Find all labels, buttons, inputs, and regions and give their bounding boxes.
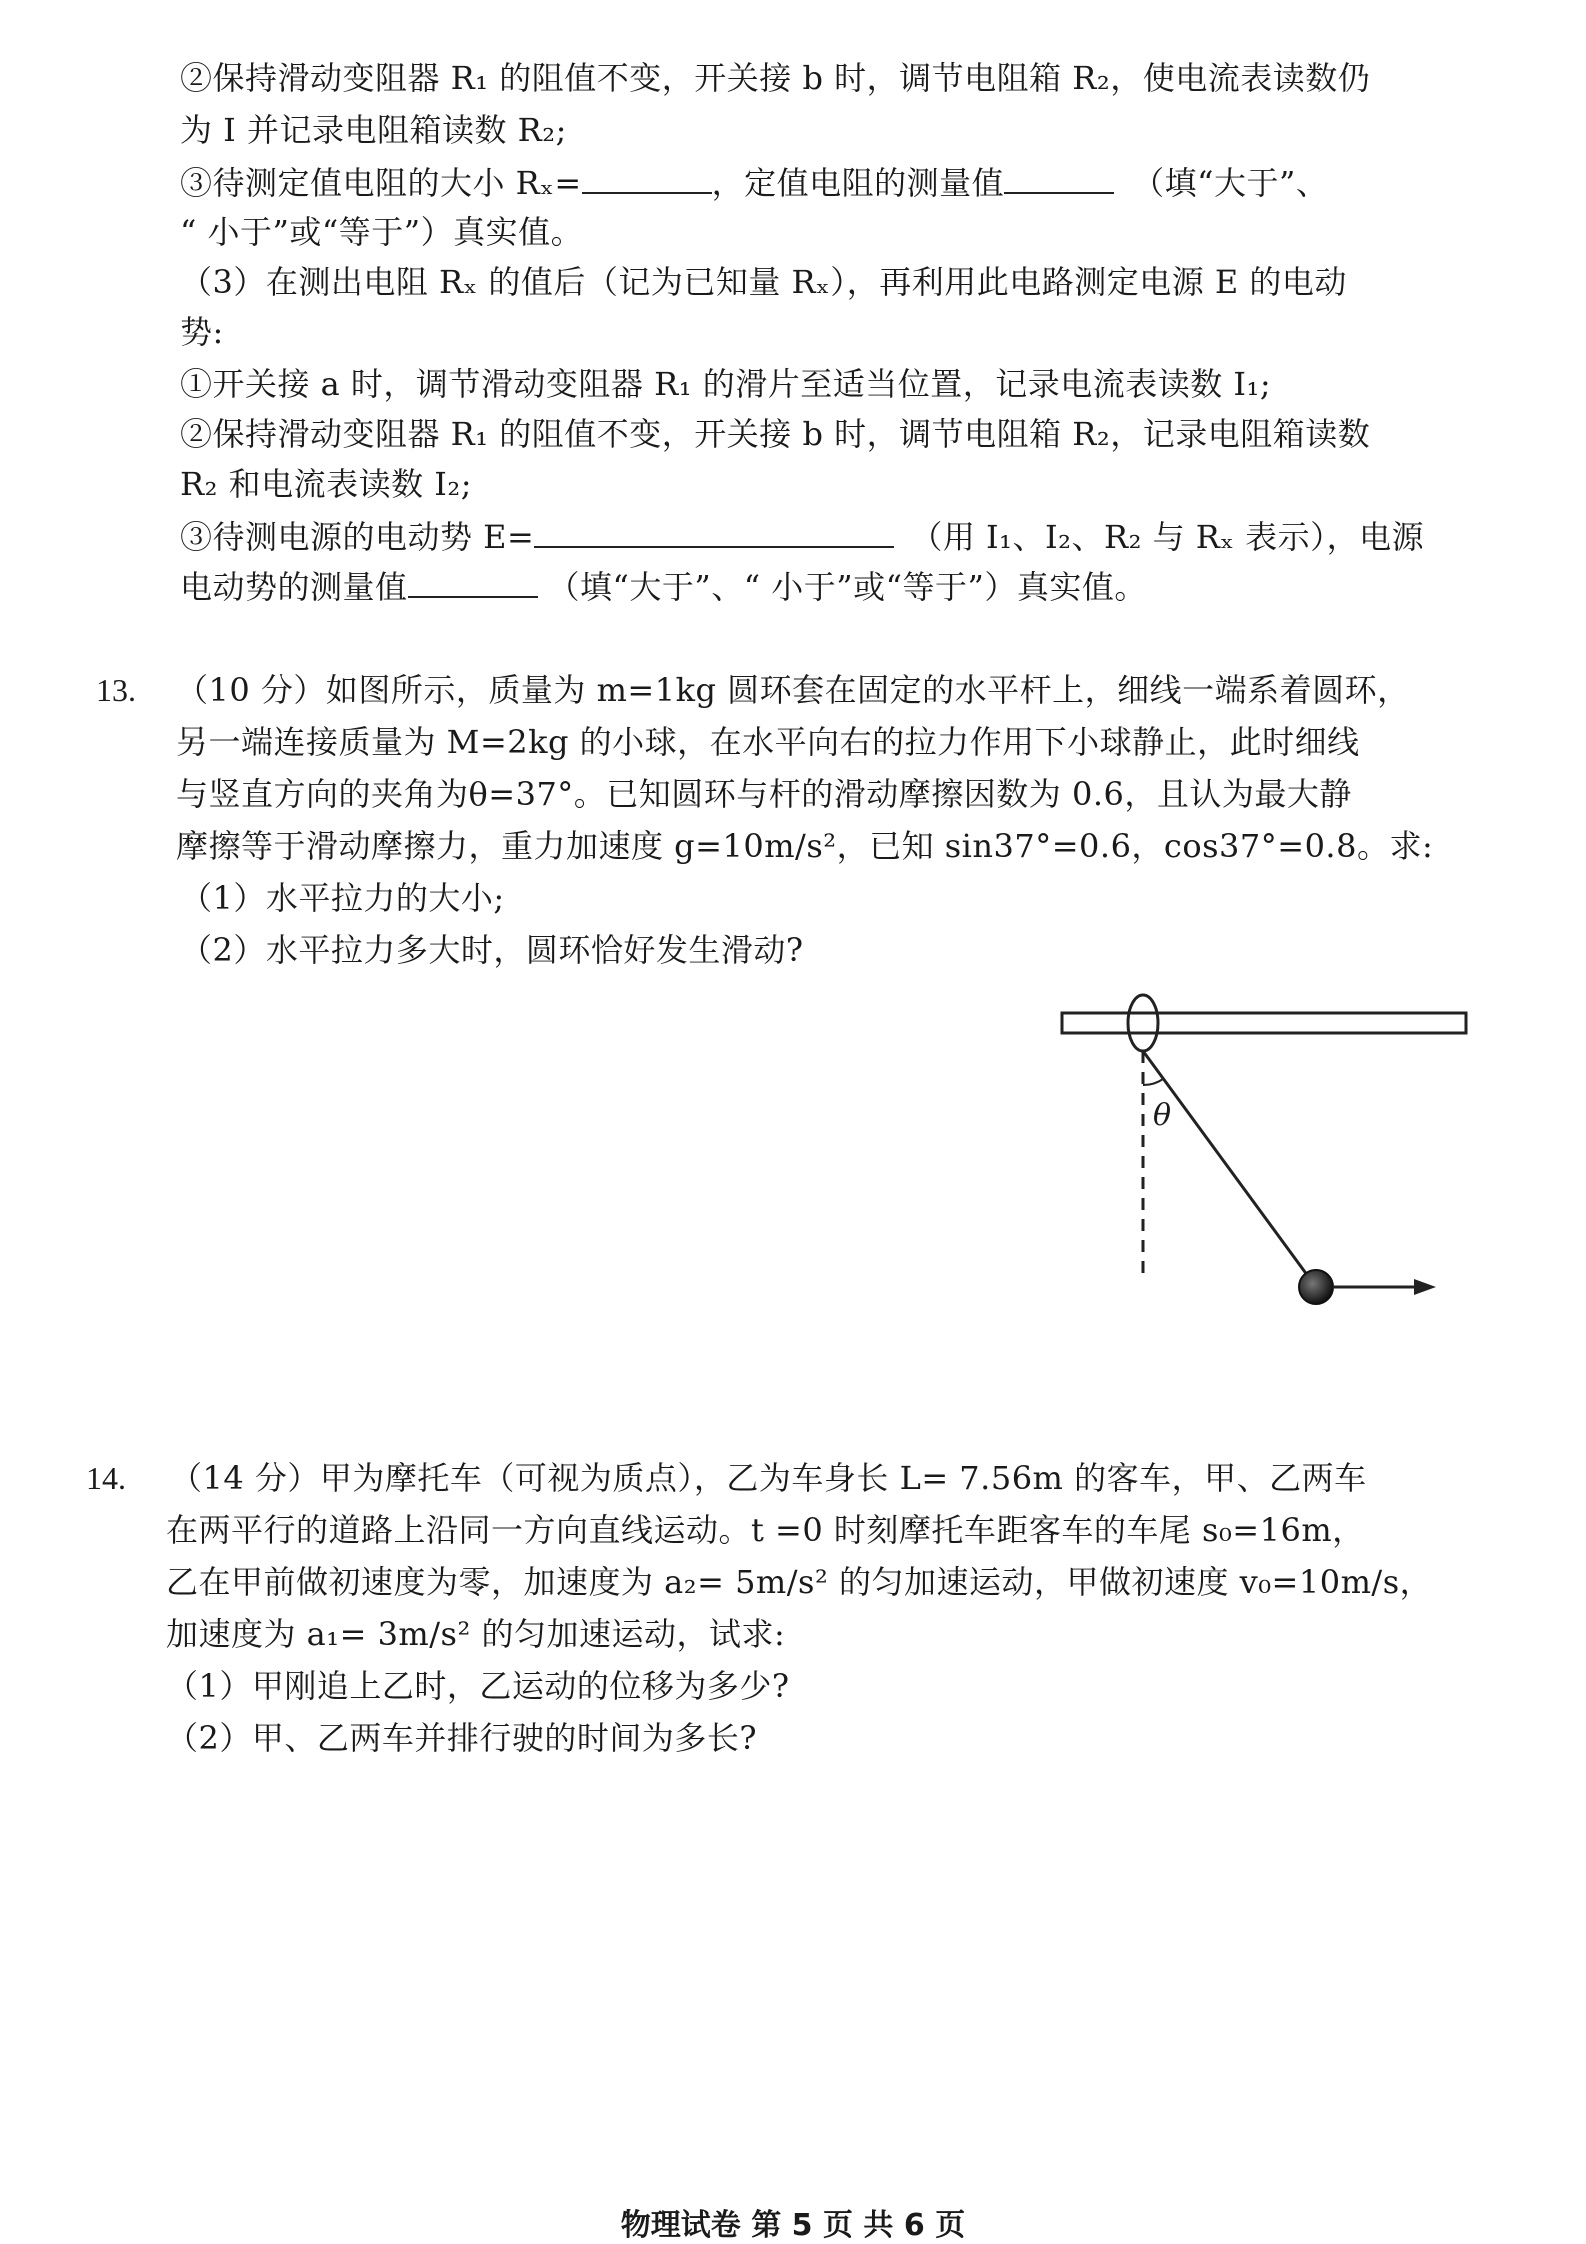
q12-line-8: ②保持滑动变阻器 R₁ 的阻值不变，开关接 b 时，调节电阻箱 R₂，记录电阻箱读数 bbox=[180, 415, 1371, 453]
angle-arc bbox=[1143, 1079, 1163, 1085]
ball bbox=[1299, 1270, 1333, 1304]
q12-line-3-part-a: ③待测定值电阻的大小 Rₓ= bbox=[180, 164, 582, 202]
q12-line-10-part-a: ③待测电源的电动势 E= bbox=[180, 518, 535, 556]
q13-subquestion-2: （2）水平拉力多大时，圆环恰好发生滑动? bbox=[180, 931, 804, 969]
string bbox=[1143, 1051, 1313, 1283]
q12-line-2: 为 I 并记录电阻箱读数 R₂; bbox=[180, 111, 567, 149]
q12-line-4: “ 小于”或“等于”）真实值。 bbox=[180, 213, 584, 251]
q12-line-5: （3）在测出电阻 Rₓ 的值后（记为已知量 Rₓ），再利用此电路测定电源 E 的电动 bbox=[180, 263, 1347, 301]
q12-line-1: ②保持滑动变阻器 R₁ 的阻值不变，开关接 b 时，调节电阻箱 R₂，使电流表读数仍 bbox=[180, 59, 1371, 97]
q12-line-10-part-b: （用 I₁、I₂、R₂ 与 Rₓ 表示），电源 bbox=[910, 518, 1425, 556]
q13-subquestion-1: （1）水平拉力的大小; bbox=[180, 879, 505, 917]
q14-line-3: 乙在甲前做初速度为零，加速度为 a₂= 5m/s² 的匀加速运动，甲做初速度 v₀=10m/s， bbox=[166, 1563, 1433, 1601]
force-arrow-head bbox=[1414, 1279, 1436, 1295]
q12-line-6: 势: bbox=[180, 313, 224, 351]
q14-subquestion-1: （1）甲刚追上乙时，乙运动的位移为多少? bbox=[166, 1667, 790, 1705]
q13-line-1: （10 分）如图所示，质量为 m=1kg 圆环套在固定的水平杆上，细线一端系着圆环， bbox=[176, 671, 1410, 709]
q12-line-9: R₂ 和电流表读数 I₂; bbox=[180, 465, 473, 503]
q12-line-7: ①开关接 a 时，调节滑动变阻器 R₁ 的滑片至适当位置，记录电流表读数 I₁; bbox=[180, 365, 1272, 403]
q13-line-4: 摩擦等于滑动摩擦力，重力加速度 g=10m/s²，已知 sin37°=0.6，cos37°=0.8。求: bbox=[176, 827, 1434, 865]
q13-line-3: 与竖直方向的夹角为θ=37°。已知圆环与杆的滑动摩擦因数为 0.6，且认为最大静 bbox=[176, 775, 1352, 813]
q12-line-3-part-b: ，定值电阻的测量值 bbox=[711, 164, 1005, 202]
q14-line-2: 在两平行的道路上沿同一方向直线运动。t =0 时刻摩托车距客车的车尾 s₀=16m， bbox=[166, 1511, 1365, 1549]
q13-number: 13. bbox=[96, 672, 136, 708]
q14-number: 14. bbox=[86, 1460, 126, 1496]
q12-line-3-part-c: （填“大于”、 bbox=[1132, 164, 1329, 202]
q14-subquestion-2: （2）甲、乙两车并排行驶的时间为多长? bbox=[166, 1719, 758, 1757]
horizontal-rod bbox=[1062, 1013, 1466, 1033]
q12-line-11-part-a: 电动势的测量值 bbox=[180, 568, 408, 606]
q13-line-2: 另一端连接质量为 M=2kg 的小球，在水平向右的拉力作用下小球静止，此时细线 bbox=[176, 723, 1360, 761]
q14-line-1: （14 分）甲为摩托车（可视为质点），乙为车身长 L= 7.56m 的客车，甲、乙两车 bbox=[170, 1459, 1367, 1497]
angle-theta-label: θ bbox=[1153, 1098, 1172, 1133]
q12-line-11-part-b: （填“大于”、“ 小于”或“等于”）真实值。 bbox=[547, 568, 1147, 606]
q14-line-4: 加速度为 a₁= 3m/s² 的匀加速运动，试求: bbox=[166, 1615, 786, 1653]
page-footer: 物理试卷 第 5 页 共 6 页 bbox=[620, 2208, 966, 2243]
